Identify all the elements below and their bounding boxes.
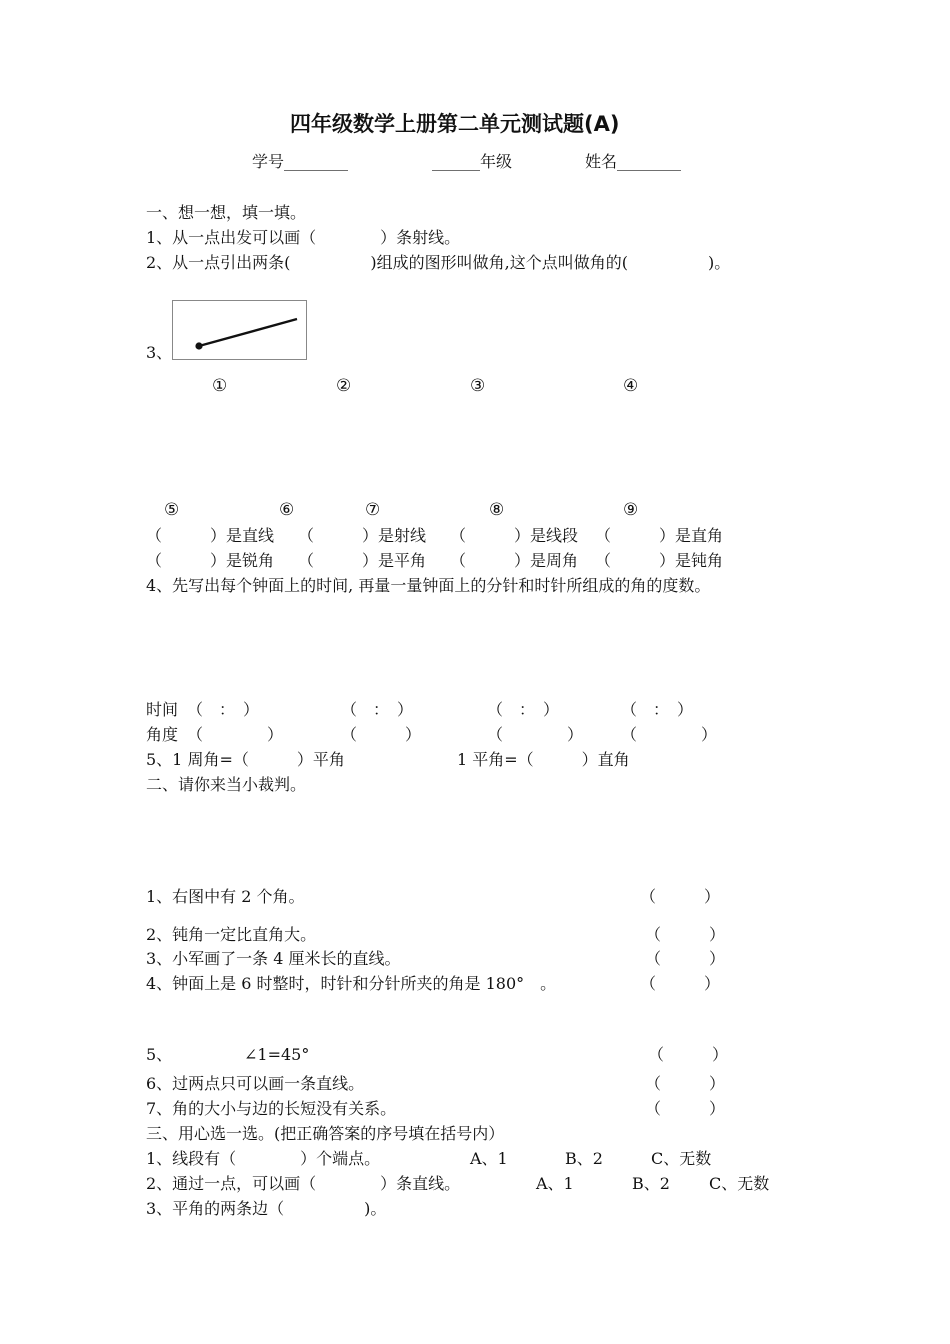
name-field: 姓名________ xyxy=(585,152,682,171)
s2-item-3: 3、小军画了一条 4 厘米长的直线。 xyxy=(146,949,401,968)
s1-question-3-label: 3、 xyxy=(146,343,173,362)
figure-mark-5: ⑤ xyxy=(164,500,180,520)
judge-blank-7: （ ） xyxy=(645,1099,726,1118)
s3-question-1: 1、线段有（ ）个端点。 xyxy=(146,1149,381,1168)
angle-label: 角度 xyxy=(146,725,179,744)
figure-mark-4: ④ xyxy=(623,376,639,396)
s2-item-4: 4、钟面上是 6 时整时，时针和分针所夹的角是 180° 。 xyxy=(146,974,557,993)
s2-item-5: 5、 xyxy=(146,1045,173,1064)
s2-item-6: 6、过两点只可以画一条直线。 xyxy=(146,1074,365,1093)
blank-acute-angle: （ ）是锐角 xyxy=(146,551,275,570)
s1-question-1: 1、从一点出发可以画（ ）条射线。 xyxy=(146,228,461,247)
blank-right-angle: （ ）是直角 xyxy=(595,526,724,545)
s3-question-3: 3、平角的两条边（ )。 xyxy=(146,1199,387,1218)
s3-q1-option-c: C、无数 xyxy=(651,1149,712,1168)
judge-blank-1: （ ） xyxy=(640,887,721,906)
s3-q2-option-c: C、无数 xyxy=(709,1174,770,1193)
page-title: 四年级数学上册第二单元测试题(A) xyxy=(290,112,620,136)
figure-mark-9: ⑨ xyxy=(623,500,639,520)
s1-question-5a: 5、1 周角=（ ）平角 xyxy=(146,750,345,769)
blank-ray: （ ）是射线 xyxy=(298,526,427,545)
blank-line: （ ）是直线 xyxy=(146,526,275,545)
ray-figure xyxy=(172,300,307,360)
s2-item-5-angle: ∠1=45° xyxy=(244,1045,310,1064)
blank-obtuse-angle: （ ）是钝角 xyxy=(595,551,724,570)
s3-q1-option-a: A、1 xyxy=(470,1149,508,1168)
s3-q1-option-b: B、2 xyxy=(565,1149,603,1168)
angle-blank-3: （ ） xyxy=(487,725,584,744)
time-label: 时间 xyxy=(146,700,179,719)
section1-heading: 一、想一想，填一填。 xyxy=(146,203,307,222)
figure-mark-7: ⑦ xyxy=(365,500,381,520)
section2-heading: 二、请你来当小裁判。 xyxy=(146,775,307,794)
s1-question-2: 2、从一点引出两条( )组成的图形叫做角,这个点叫做角的( )。 xyxy=(146,253,731,272)
figure-mark-6: ⑥ xyxy=(279,500,295,520)
blank-segment: （ ）是线段 xyxy=(450,526,579,545)
blank-full-angle: （ ）是周角 xyxy=(450,551,579,570)
angle-blank-4: （ ） xyxy=(621,725,718,744)
angle-blank-1: （ ） xyxy=(187,725,284,744)
figure-mark-1: ① xyxy=(212,376,228,396)
angle-blank-2: （ ） xyxy=(341,725,422,744)
s3-question-2: 2、通过一点，可以画（ ）条直线。 xyxy=(146,1174,461,1193)
s2-item-1: 1、右图中有 2 个角。 xyxy=(146,887,305,906)
s1-question-4: 4、先写出每个钟面上的时间, 再量一量钟面上的分针和时针所组成的角的度数。 xyxy=(146,576,711,595)
time-blank-1: （ ： ） xyxy=(187,700,260,719)
section3-heading: 三、用心选一选。(把正确答案的序号填在括号内） xyxy=(146,1124,505,1143)
time-blank-4: （ ： ） xyxy=(621,700,694,719)
judge-blank-2: （ ） xyxy=(645,925,726,944)
s3-q2-option-b: B、2 xyxy=(632,1174,670,1193)
student-number-field: 学号________ xyxy=(252,152,349,171)
figure-mark-3: ③ xyxy=(470,376,486,396)
judge-blank-4: （ ） xyxy=(640,974,721,993)
s3-q2-option-a: A、1 xyxy=(536,1174,574,1193)
figure-mark-8: ⑧ xyxy=(489,500,505,520)
s1-question-5b: 1 平角=（ ）直角 xyxy=(457,750,630,769)
time-blank-3: （ ： ） xyxy=(487,700,560,719)
grade-field: ______年级 xyxy=(432,152,513,171)
figure-mark-2: ② xyxy=(336,376,352,396)
s2-item-2: 2、钝角一定比直角大。 xyxy=(146,925,317,944)
judge-blank-6: （ ） xyxy=(645,1074,726,1093)
blank-straight-angle: （ ）是平角 xyxy=(298,551,427,570)
s2-item-7: 7、角的大小与边的长短没有关系。 xyxy=(146,1099,397,1118)
time-blank-2: （ ： ） xyxy=(341,700,414,719)
judge-blank-5: （ ） xyxy=(648,1045,729,1064)
judge-blank-3: （ ） xyxy=(645,949,726,968)
